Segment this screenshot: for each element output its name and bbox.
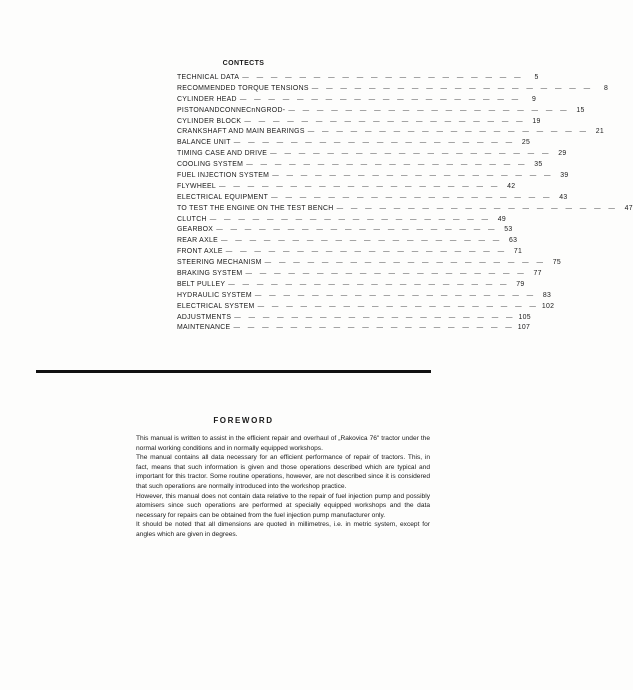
toc-entry-label: REAR AXLE — [177, 237, 218, 245]
toc-entry — [177, 128, 605, 139]
contents-title: CONTECTS — [222, 60, 265, 67]
toc-entry-label: ADJUSTMENTS — [177, 313, 232, 321]
toc-dot-leader: — — — — — — — — — — — — — — — — — — — — — [234, 313, 516, 321]
toc-entry-page: 21 — [595, 128, 605, 136]
toc-entry-page: 71 — [513, 248, 523, 256]
toc-dot-leader: — — — — — — — — — — — — — — — — — — — — — [311, 84, 594, 92]
toc-entry-page: 63 — [509, 237, 518, 245]
toc-entry-label: TIMING CASE AND DRIVE — [177, 150, 268, 158]
toc-entry-label: COOLING SYSTEM — [177, 161, 244, 169]
toc-dot-leader: — — — — — — — — — — — — — — — — — — — — — [228, 280, 510, 288]
toc-dot-leader: — — — — — — — — — — — — — — — — — — — — — [221, 237, 503, 245]
toc-entry — [177, 302, 555, 314]
toc-entry — [177, 280, 525, 292]
toc-dot-leader: — — — — — — — — — — — — — — — — — — — — — [219, 182, 501, 190]
toc-entry-page: 8 — [603, 84, 609, 92]
toc-entry-label: CYLINDER HEAD — [177, 95, 237, 103]
toc-entry-label: HYDRAULIC SYSTEM — [177, 291, 252, 299]
toc-entry-label: CLUTCH — [177, 215, 207, 223]
toc-entry — [177, 291, 552, 303]
toc-entry — [177, 248, 523, 259]
toc-entry — [177, 270, 542, 281]
foreword-paragraph: This manual is written to assist in the efficient repair and overhaul of „Rakovica 76" tractor under the normal working conditions and in normally equipped workshops. — [136, 435, 430, 452]
toc-entry-label: RECOMMENDED TORQUE TENSIONS — [177, 84, 309, 92]
toc-dot-leader: — — — — — — — — — — — — — — — — — — — — — [288, 106, 570, 114]
toc-entry — [177, 259, 561, 270]
toc-entry-label: ELECTRICAL EQUIPMENT — [177, 193, 269, 201]
toc-dot-leader: — — — — — — — — — — — — — — — — — — — — — [233, 324, 515, 332]
toc-entry-label: TO TEST THE ENGINE ON THE TEST BENCH — [177, 204, 334, 212]
toc-entry-page: 25 — [521, 139, 531, 147]
toc-entry-page: 49 — [497, 215, 507, 223]
toc-entry-page: 47 — [624, 204, 633, 212]
toc-dot-leader: — — — — — — — — — — — — — — — — — — — — — [245, 270, 527, 278]
toc-entry-page: 53 — [504, 226, 513, 234]
toc-entry-label: CYLINDER BLOCK — [177, 117, 242, 125]
toc-dot-leader: — — — — — — — — — — — — — — — — — — — — — [244, 117, 526, 125]
toc-entry-page: 35 — [534, 161, 543, 169]
toc-entry — [177, 193, 568, 205]
toc-dot-leader: — — — — — — — — — — — — — — — — — — — — — [239, 95, 522, 103]
toc-entry-label: MAINTENANCE — [177, 324, 231, 332]
toc-entry — [177, 106, 585, 118]
toc-entry — [177, 324, 531, 335]
toc-entry-page: 42 — [507, 182, 516, 190]
toc-entry — [177, 204, 633, 216]
toc-dot-leader: — — — — — — — — — — — — — — — — — — — — — [271, 193, 553, 201]
toc-entry — [177, 182, 516, 194]
toc-entry-page: 39 — [560, 172, 569, 180]
toc-entry — [177, 313, 531, 325]
toc-entry-label: BALANCE UNIT — [177, 139, 231, 147]
toc-entry-page: 79 — [516, 280, 525, 288]
toc-entry-page: 15 — [576, 106, 585, 114]
toc-entry-label: CRANKSHAFT AND MAIN BEARINGS — [177, 128, 305, 136]
toc-entry — [177, 117, 541, 129]
toc-entry-page: 43 — [559, 193, 568, 201]
toc-entry — [177, 95, 537, 107]
toc-entry-label: PISTONANDCONNECnNGROD- — [177, 106, 286, 114]
toc-entry-page: 75 — [552, 259, 561, 267]
toc-entry-label: BELT PULLEY — [177, 280, 226, 288]
toc-entry — [177, 161, 543, 172]
toc-entry-label: TECHNICAL DATA — [177, 74, 240, 81]
toc-dot-leader: — — — — — — — — — — — — — — — — — — — — — [270, 150, 552, 158]
toc-entry-label: BRAKING SYSTEM — [177, 270, 243, 278]
toc-dot-leader: — — — — — — — — — — — — — — — — — — — — — [254, 291, 537, 299]
foreword-paragraph: It should be noted that all dimensions are quoted in millimetres, i.e. in metric system, except for angles which are given in degrees. — [136, 521, 430, 538]
toc-entry-page: 105 — [518, 313, 531, 321]
section-divider — [36, 370, 431, 373]
toc-entry — [177, 139, 531, 150]
toc-dot-leader: — — — — — — — — — — — — — — — — — — — — — [257, 302, 539, 310]
toc-entry — [177, 150, 567, 161]
toc-dot-leader: — — — — — — — — — — — — — — — — — — — — — [225, 248, 508, 256]
toc-entry-page: 77 — [533, 270, 542, 278]
toc-entry-page: 9 — [531, 95, 537, 103]
toc-entry-label: FLYWHEEL — [177, 182, 217, 190]
toc-entry-page: 19 — [532, 117, 541, 125]
toc-entry-label: GEARBOX — [177, 226, 214, 234]
foreword-paragraph: However, this manual does not contain data relative to the repair of fuel injection pump and possibly atomisers since such operations are performed at specially equipped workshops and the data necessary for repairs can be obtained from the fuel injection pump manufacturer only. — [136, 492, 430, 519]
foreword-body — [136, 434, 430, 540]
foreword-title: FOREWORD — [213, 416, 274, 425]
toc-entry-label: STEERING MECHANISM — [177, 259, 262, 267]
table-of-contents — [177, 74, 633, 335]
toc-entry-page: 5 — [534, 74, 539, 81]
toc-entry-label: ELECTRICAL SYSTEM — [177, 302, 255, 310]
toc-dot-leader: — — — — — — — — — — — — — — — — — — — — — [246, 161, 528, 169]
toc-dot-leader: — — — — — — — — — — — — — — — — — — — — — [233, 139, 516, 147]
toc-dot-leader: — — — — — — — — — — — — — — — — — — — — — [336, 204, 618, 212]
toc-entry — [177, 74, 539, 85]
toc-entry — [177, 84, 609, 96]
toc-entry — [177, 237, 518, 248]
toc-entry-page: 102 — [541, 302, 555, 310]
toc-entry — [177, 226, 513, 237]
toc-dot-leader: — — — — — — — — — — — — — — — — — — — — — [272, 172, 554, 180]
toc-dot-leader: — — — — — — — — — — — — — — — — — — — — — [242, 74, 524, 81]
toc-entry-label: FRONT AXLE — [177, 248, 223, 256]
toc-entry — [177, 172, 569, 183]
toc-dot-leader: — — — — — — — — — — — — — — — — — — — — — [264, 259, 546, 267]
toc-entry-page: 29 — [558, 150, 567, 158]
toc-dot-leader: — — — — — — — — — — — — — — — — — — — — — [216, 226, 498, 234]
toc-entry-label: FUEL INJECTION SYSTEM — [177, 172, 270, 180]
toc-entry — [177, 215, 507, 227]
toc-entry-page: 83 — [542, 291, 552, 299]
toc-dot-leader: — — — — — — — — — — — — — — — — — — — — — [209, 215, 492, 223]
foreword-paragraph: The manual contains all data necessary for an efficient performance of repair of tractors. This, in fact, means that such information is given and those operations described which are typical and important for this tractor. Some routine operations, however, are not described since it is considered that such operations are normally introduced into the workshop practice. — [136, 454, 430, 490]
toc-dot-leader: — — — — — — — — — — — — — — — — — — — — — [307, 128, 590, 136]
toc-entry-page: 107 — [517, 324, 531, 332]
